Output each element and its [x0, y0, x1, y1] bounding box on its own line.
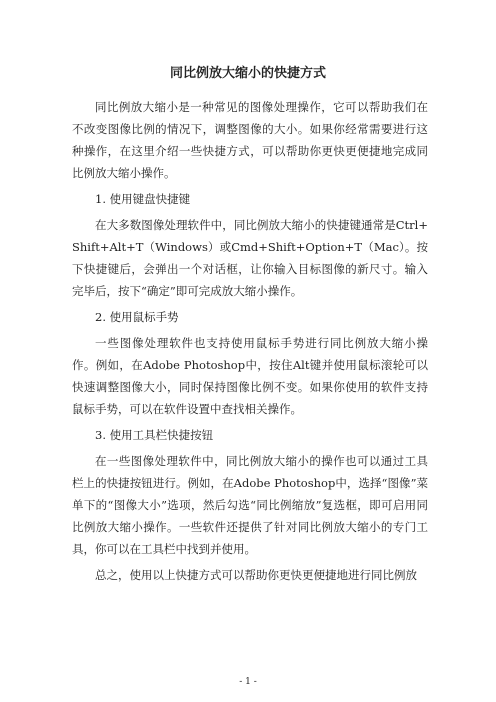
paragraph-keyboard: 在大多数图像处理软件中，同比例放大缩小的快捷键通常是Ctrl+Shift+Alt+T（Windows）或Cmd+Shift+Option+T（Mac）。按下快捷键后，会弹出一个对话框，让你输入目标图像的新尺寸。输入完毕后，按下“确定”即可完成放大缩小操作。 [72, 218, 428, 298]
section-heading-mouse: 2. 使用鼠标手势 [95, 310, 179, 324]
paragraph-toolbar: 在一些图像处理软件中，同比例放大缩小的操作也可以通过工具栏上的快捷按钮进行。例如，在Adobe Photoshop中，选择“图像”菜单下的“图像大小”选项，然后勾选“同比例缩放”复选框，即可启用同比例放大缩小操作。一些软件还提供了针对同比例放大缩小的专门工具，你可以在工具栏中找到并使用。 [72, 454, 428, 556]
page-number: - 1 - [239, 677, 257, 687]
paragraph-intro: 同比例放大缩小是一种常见的图像处理操作，它可以帮助我们在不改变图像比例的情况下，调整图像的大小。如果你经常需要进行这种操作，在这里介绍一些快捷方式，可以帮助你更快更便捷地完成同比例放大缩小操作。 [72, 100, 428, 180]
document-body [72, 96, 428, 590]
section-heading-toolbar: 3. 使用工具栏快捷按钮 [95, 428, 214, 442]
paragraph-summary: 总之，使用以上快捷方式可以帮助你更快更便捷地进行同比例放 [95, 568, 417, 582]
paragraph-mouse: 一些图像处理软件也支持使用鼠标手势进行同比例放大缩小操作。例如，在Adobe Photoshop中，按住Alt键并使用鼠标滚轮可以快速调整图像大小，同时保持图像比例不变。如果你使用的软件支持鼠标手势，可以在软件设置中查找相关操作。 [72, 336, 428, 416]
document-title: 同比例放大缩小的快捷方式 [169, 66, 326, 81]
section-heading-keyboard: 1. 使用键盘快捷键 [95, 192, 191, 206]
